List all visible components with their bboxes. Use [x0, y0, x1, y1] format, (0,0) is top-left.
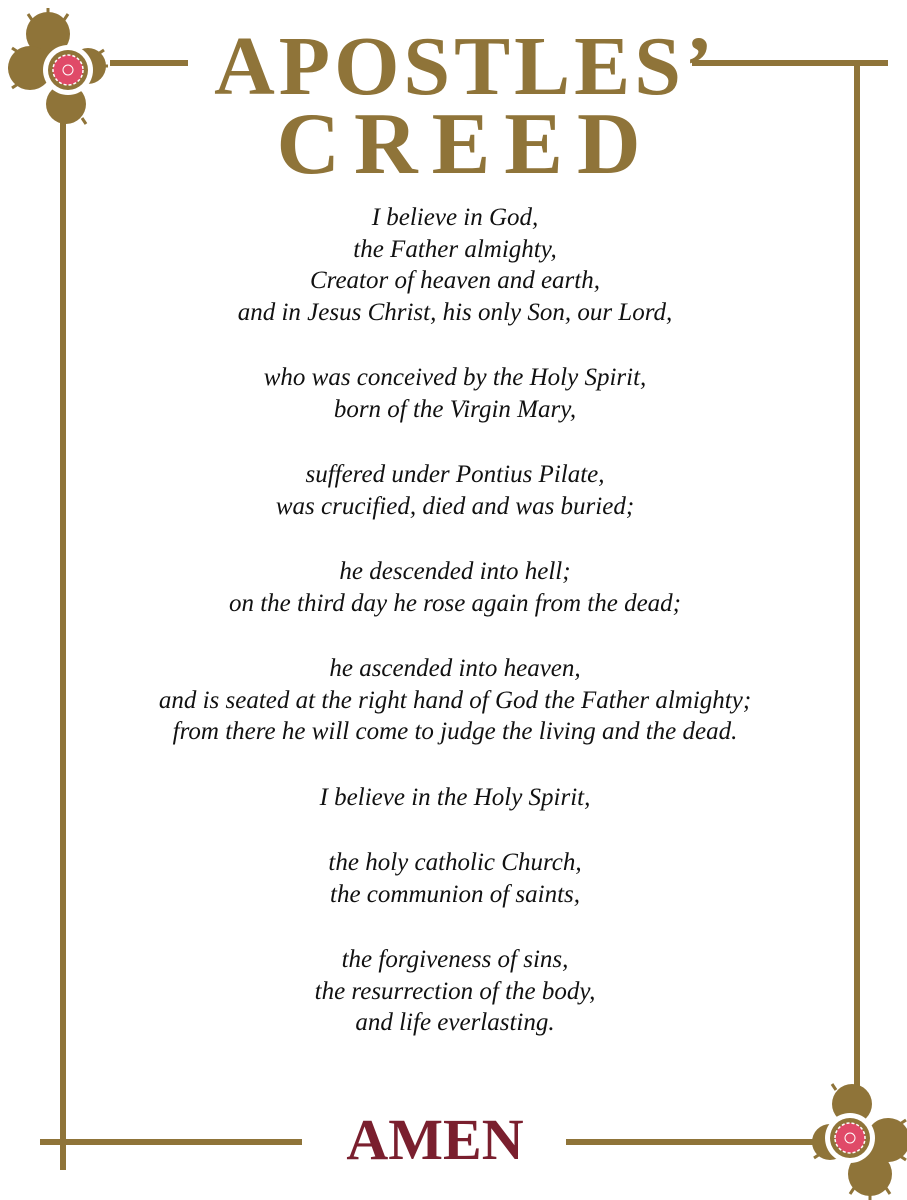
creed-line: he descended into hell;: [339, 558, 571, 585]
corner-ornament-bottom-right-icon: [790, 1080, 907, 1200]
stanza: [60, 653, 850, 748]
creed-line: born of the Virgin Mary,: [333, 395, 577, 423]
creed-line: and in Jesus Christ, his only Son, our Lord,: [237, 298, 673, 326]
stanza: [60, 362, 850, 425]
creed-line: I believe in the Holy Spirit,: [319, 783, 591, 811]
page-title-line-1: APOSTLES’: [214, 20, 717, 113]
creed-line: the resurrection of the body,: [314, 977, 596, 1005]
stanza: [60, 556, 850, 619]
stanza: [60, 847, 850, 910]
creed-text: [60, 202, 850, 1073]
creed-line: from there he will come to judge the living and the dead.: [172, 718, 738, 745]
creed-line: the forgiveness of sins,: [341, 946, 569, 973]
stanza: [60, 202, 850, 328]
border-right: [854, 60, 860, 1100]
border-bottom-left: [40, 1139, 302, 1145]
creed-line: he ascended into heaven,: [329, 655, 581, 682]
creed-line: and life everlasting.: [355, 1009, 555, 1036]
creed-line: on the third day he rose again from the dead;: [228, 589, 681, 617]
creed-line: Creator of heaven and earth,: [309, 267, 600, 294]
creed-line: the Father almighty,: [353, 235, 557, 263]
creed-line: the holy catholic Church,: [328, 849, 582, 876]
creed-line: was crucified, died and was buried;: [275, 492, 635, 520]
creed-line: who was conceived by the Holy Spirit,: [263, 364, 647, 391]
stanza: [60, 944, 850, 1039]
creed-line: suffered under Pontius Pilate,: [305, 461, 605, 488]
stanza: [60, 459, 850, 522]
creed-line: the communion of saints,: [330, 880, 580, 908]
creed-line: I believe in God,: [371, 204, 539, 231]
stanza: [60, 782, 850, 814]
page-title-line-2: CREED: [276, 96, 655, 193]
closing-amen: AMEN: [346, 1107, 524, 1172]
creed-line: and is seated at the right hand of God the Father almighty;: [158, 686, 752, 714]
